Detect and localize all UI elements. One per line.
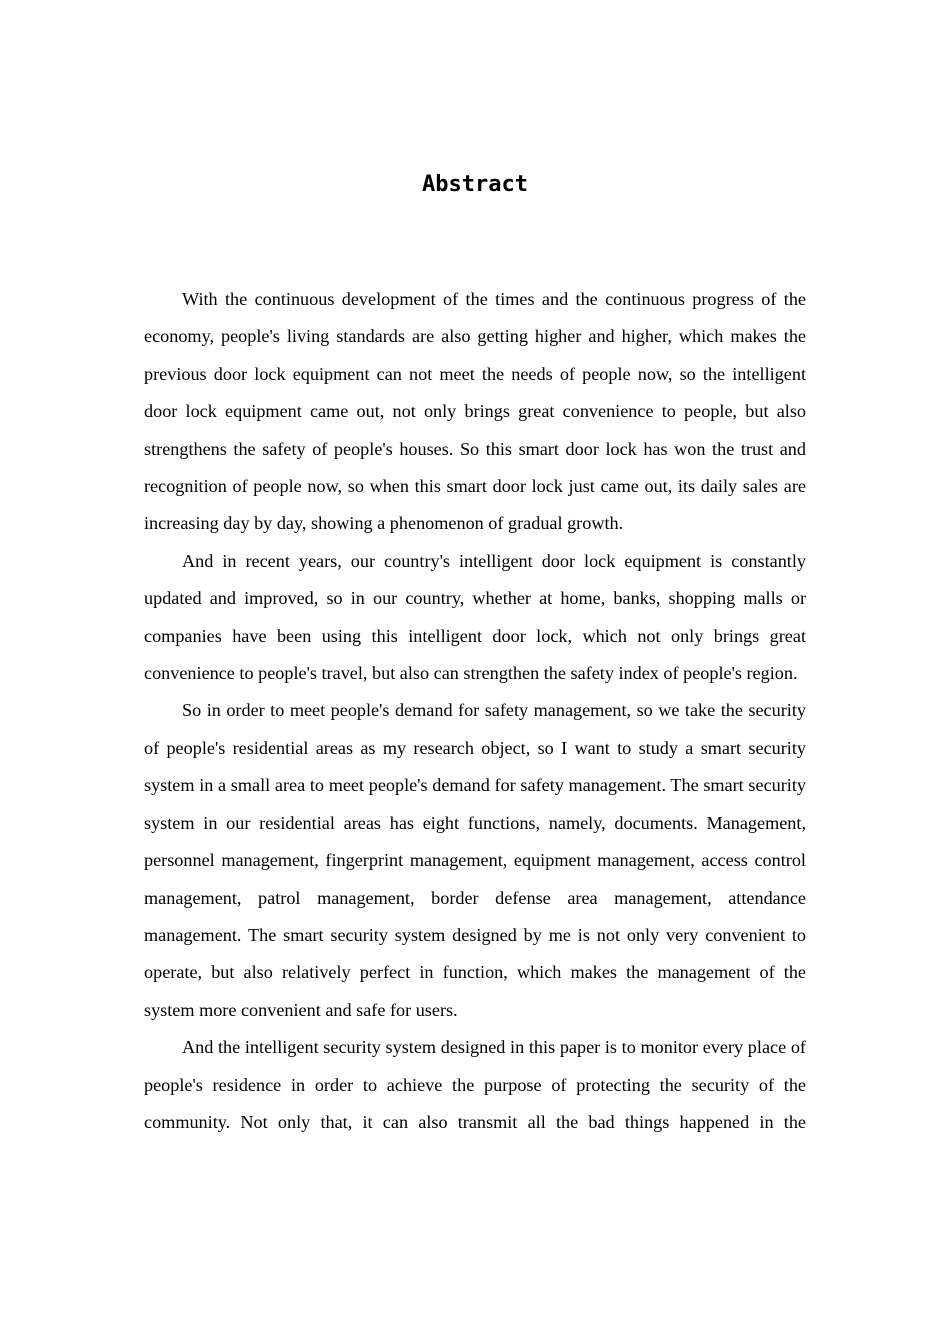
paragraph-4: And the intelligent security system designed in this paper is to monitor every place of people's residence in order to achieve the purpose of protecting the security of the community. Not only that, it can also transmit all the bad things happened in the	[144, 1037, 806, 1132]
abstract-body	[144, 281, 806, 1141]
paragraph-3: So in order to meet people's demand for safety management, so we take the security of people's residential areas as my research object, so I want to study a smart security system in a small area to meet people's demand for safety management. The smart security system in our residential areas has eight functions, namely, documents. Management, personnel management, fingerprint management, equipment management, access control management, patrol management, border defense area management, attendance management. The smart security system designed by me is not only very convenient to operate, but also relatively perfect in function, which makes the management of the system more convenient and safe for users.	[144, 700, 806, 1020]
page-title: Abstract	[422, 172, 528, 197]
paragraph-1: With the continuous development of the times and the continuous progress of the economy, people's living standards are also getting higher and higher, which makes the previous door lock equipment can not meet the needs of people now, so the intelligent door lock equipment came out, not only brings great convenience to people, but also strengthens the safety of people's houses. So this smart door lock has won the trust and recognition of people now, so when this smart door lock just came out, its daily sales are increasing day by day, showing a phenomenon of gradual growth.	[144, 289, 806, 534]
paragraph-2: And in recent years, our country's intelligent door lock equipment is constantly updated and improved, so in our country, whether at home, banks, shopping malls or companies have been using this intelligent door lock, which not only brings great convenience to people's travel, but also can strengthen the safety index of people's region.	[144, 550, 806, 684]
